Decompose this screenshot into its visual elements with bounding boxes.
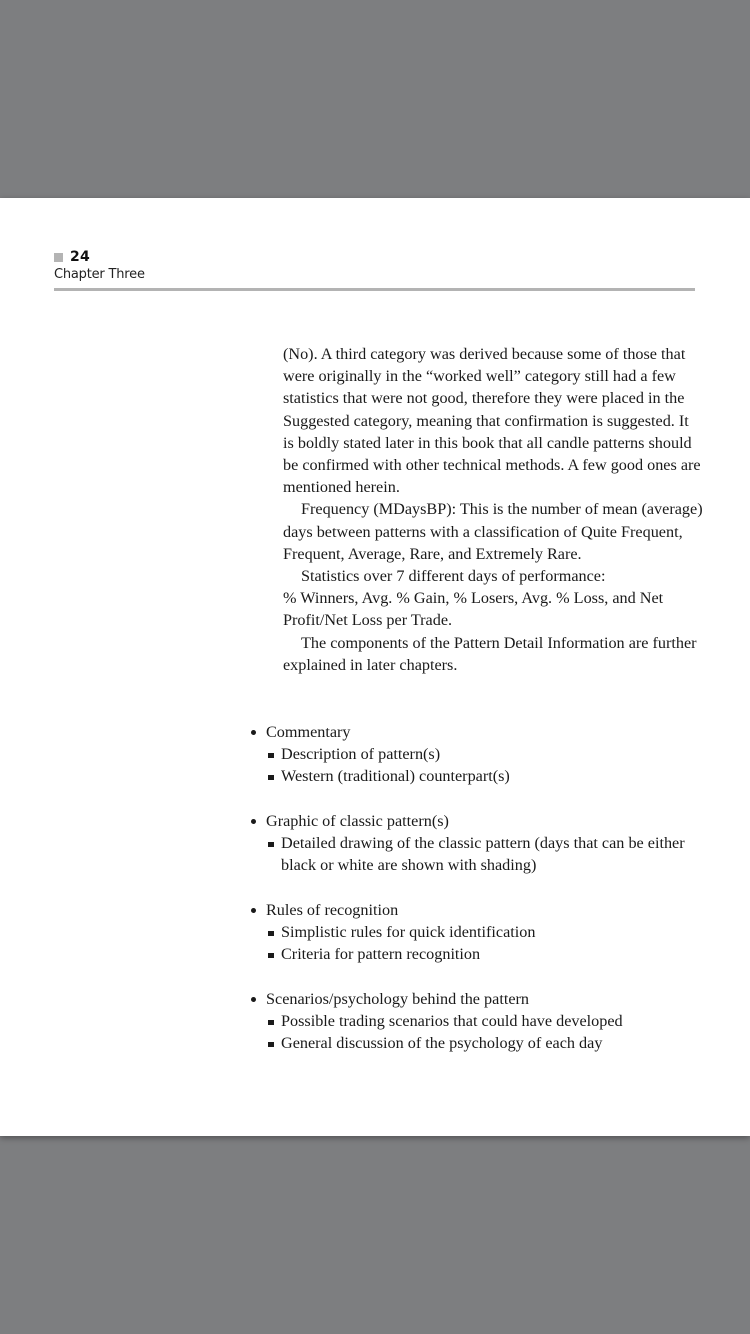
square-bullet-icon [267,765,281,787]
sub-bullet-item [248,921,708,943]
bullet-list [248,721,708,1077]
sub-bullet-label: General discussion of the psychology of each day [281,1034,603,1053]
sub-bullet-label: Description of pattern(s) [281,745,441,764]
header-divider [54,288,695,291]
bullet-label: Graphic of classic pattern(s) [266,812,449,830]
paragraph: The components of the Pattern Detail Information are further explained in later chapters. [283,633,697,674]
bullet-dot-icon [248,899,266,921]
sub-bullet-label: Western (traditional) counterpart(s) [281,767,510,786]
sub-bullet-item [248,765,708,787]
sub-bullet-item [248,832,708,876]
square-bullet-icon [267,743,281,765]
chapter-title: Chapter Three [54,267,145,282]
sub-bullet-item [248,943,708,965]
sub-bullet-label: Possible trading scenarios that could have developed [281,1012,623,1031]
bullet-label: Rules of recognition [266,901,399,919]
bullet-group-graphic [248,810,708,877]
sub-bullet-label: Criteria for pattern recognition [281,945,481,964]
sub-bullet-item [248,1010,708,1032]
paragraph: Statistics over 7 different days of performance: [301,567,606,586]
square-bullet-icon [267,1010,281,1032]
page-number: 24 [70,249,90,265]
bullet-group-rules [248,899,708,966]
bullet-item [248,899,708,921]
paragraph: (No). A third category was derived because some of those that were originally in the “worked well” category still had a few statistics that were not good, therefore they were placed in the Suggested category, meaning that confirmation is suggested. It is boldly stated later in this book that all candle patterns should be confirmed with other technical methods. A few good ones are mentioned herein. [283,345,701,497]
page-marker-square-icon [54,253,63,262]
sub-bullet-label: Simplistic rules for quick identification [281,923,536,942]
page-number-row [54,248,145,266]
bullet-group-commentary [248,721,708,788]
bullet-item [248,810,708,832]
bullet-item [248,721,708,743]
square-bullet-icon [267,832,281,876]
book-page [0,198,750,1136]
paragraph: % Winners, Avg. % Gain, % Losers, Avg. % Loss, and Net Profit/Net Loss per Trade. [283,589,664,630]
paragraph: Frequency (MDaysBP): This is the number of mean (average) days between patterns with a classification of Quite Frequent, Frequent, Average, Rare, and Extremely Rare. [283,500,703,563]
bullet-dot-icon [248,988,266,1010]
bullet-group-scenarios [248,988,708,1055]
square-bullet-icon [267,943,281,965]
running-head [54,248,145,282]
bullet-label: Commentary [266,723,351,741]
bullet-label: Scenarios/psychology behind the pattern [266,990,529,1008]
bullet-item [248,988,708,1010]
bullet-dot-icon [248,721,266,743]
sub-bullet-label: Detailed drawing of the classic pattern (days that can be either black or white are shown with shading) [281,834,685,875]
body-text [283,343,703,676]
square-bullet-icon [267,1032,281,1054]
sub-bullet-item [248,743,708,765]
square-bullet-icon [267,921,281,943]
sub-bullet-item [248,1032,708,1054]
bullet-dot-icon [248,810,266,832]
